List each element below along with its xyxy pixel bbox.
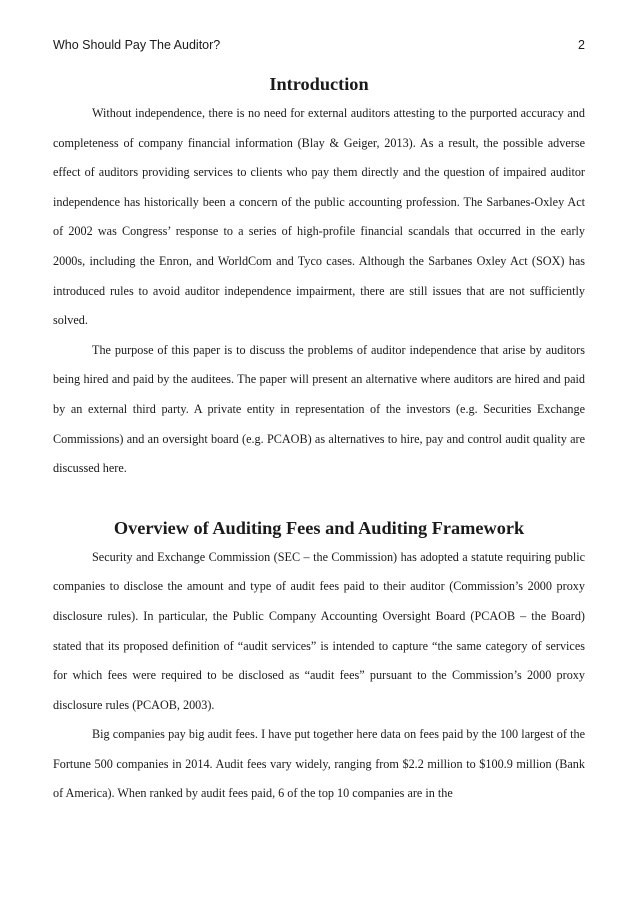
paragraph: Big companies pay big audit fees. I have put together here data on fees paid by the 100 largest of the Fortune 500 companies in 2014. Audit fees vary widely, ranging from $2.2 million to $100.9 million (Bank of America). When ranked by audit fees paid, 6 of the top 10 companies are in the [53, 727, 585, 801]
paragraph: The purpose of this paper is to discuss the problems of auditor independence that arise by auditors being hired and paid by the auditees. The paper will present an alternative where auditors are hired and paid by an external third party. A private entity in representation of the investors (e.g. Securities Exchange Commissions) and an oversight board (e.g. PCAOB) as alternatives to hire, pay and control audit quality are discussed here. [53, 342, 585, 476]
paragraph: Security and Exchange Commission (SEC – the Commission) has adopted a statute requiring public companies to disclose the amount and type of audit fees paid to their auditor (Commission’s 2000 proxy disclosure rules). In particular, the Public Company Accounting Oversight Board (PCAOB – the Board) stated that its proposed definition of “audit services” is intended to capture “the same category of services for which fees were required to be disclosed as “audit fees” pursuant to the Commission’s 2000 proxy disclosure rules (PCAOB, 2003). [53, 549, 585, 712]
section-heading-introduction: Introduction [269, 74, 369, 94]
section-heading-overview: Overview of Auditing Fees and Auditing Framework [113, 517, 525, 538]
section-spacer [53, 484, 585, 514]
running-head [53, 38, 585, 52]
paragraph: Without independence, there is no need for external auditors attesting to the purported accuracy and completeness of company financial information (Blay & Geiger, 2013). As a result, the possible adverse effect of auditors providing services to clients who pay them directly and the question of impaired auditor independence has historically been a concern of the public accounting profession. The Sarbanes-Oxley Act of 2002 was Congress’ response to a series of high-profile financial scandals that occurred in the early 2000s, including the Enron, and WorldCom and Tyco cases. Although the Sarbanes Oxley Act (SOX) has introduced rules to avoid auditor independence impairment, there are still issues that are not sufficiently solved. [53, 106, 585, 328]
page-number: 2 [578, 38, 585, 52]
running-title: Who Should Pay The Auditor? [53, 38, 221, 52]
body-text [53, 70, 585, 809]
